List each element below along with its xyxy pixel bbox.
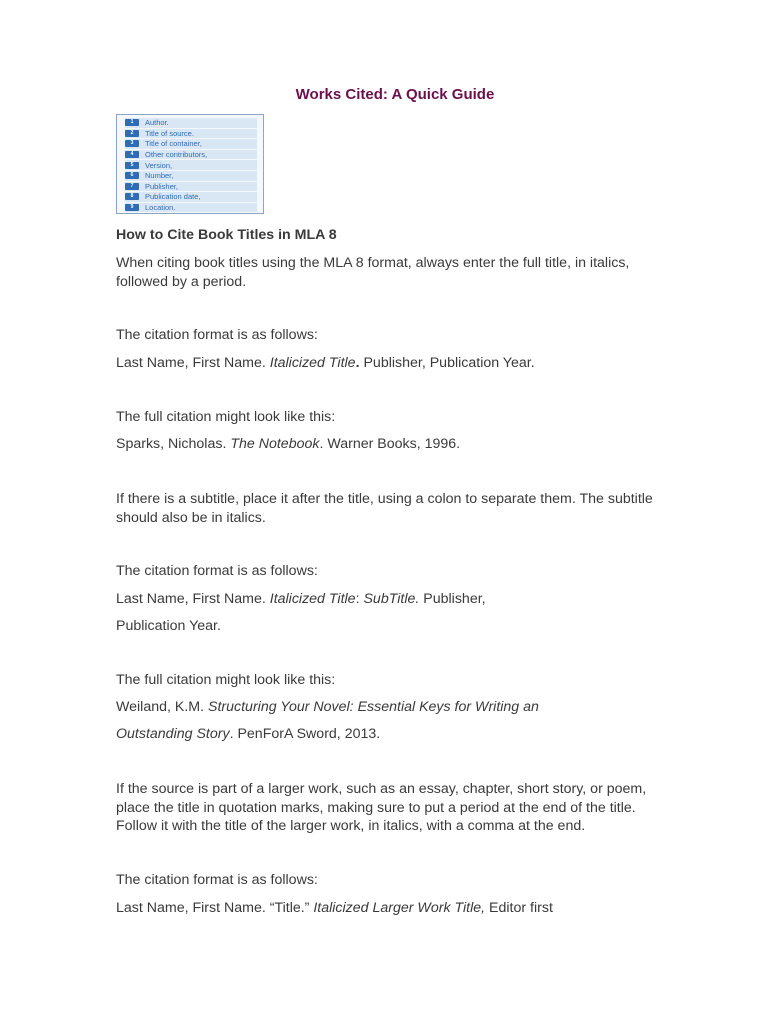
mla-element-label: Title of source. bbox=[145, 128, 194, 138]
mla-element-number: 9 bbox=[125, 204, 139, 211]
mla-element-label: Other contributors, bbox=[145, 150, 208, 160]
format-label-2: The citation format is as follows: bbox=[116, 563, 318, 579]
mla-element-row bbox=[125, 171, 257, 181]
mla-element-row bbox=[125, 139, 257, 149]
mla-element-row bbox=[125, 118, 257, 128]
example-label-2: The full citation might look like this: bbox=[116, 672, 336, 688]
mla-element-row bbox=[125, 203, 257, 213]
citation-example-1: Sparks, Nicholas. The Notebook. Warner Books, 1996. bbox=[116, 436, 461, 452]
citation-format-3: Last Name, First Name. “Title.” Italicized Larger Work Title, Editor first bbox=[116, 900, 553, 916]
mla-element-number: 6 bbox=[125, 172, 139, 179]
citation-example-2: Weiland, K.M. Structuring Your Novel: Essential Keys for Writing an bbox=[116, 699, 539, 715]
mla-element-label: Version, bbox=[145, 160, 173, 170]
mla-element-row bbox=[125, 150, 257, 160]
mla-element-number: 8 bbox=[125, 193, 139, 200]
mla-element-label: Number, bbox=[145, 171, 174, 181]
mla-element-number: 4 bbox=[125, 151, 139, 158]
mla-element-number: 2 bbox=[125, 130, 139, 137]
mla-element-row bbox=[125, 160, 257, 170]
larger-work-paragraph: If the source is part of a larger work, such as an essay, chapter, short story, or poem, place the title in quotation marks, making sure to put a period at the end of the title. Follow it with the title of the larger work, in italics, with a comma at the end. bbox=[116, 781, 647, 834]
citation-format-2: Last Name, First Name. Italicized Title: SubTitle. Publisher, bbox=[116, 591, 486, 607]
mla-element-number: 5 bbox=[125, 162, 139, 169]
mla-element-number: 7 bbox=[125, 183, 139, 190]
mla-element-label: Author. bbox=[145, 118, 169, 128]
intro-paragraph: When citing book titles using the MLA 8 format, always enter the full title, in italics, followed by a period. bbox=[116, 255, 630, 290]
citation-example-2-cont: Outstanding Story. PenForA Sword, 2013. bbox=[116, 726, 381, 742]
format-label-3: The citation format is as follows: bbox=[116, 872, 318, 888]
mla-element-label: Publication date, bbox=[145, 192, 201, 202]
mla-core-elements-figure bbox=[116, 114, 264, 214]
mla-element-row bbox=[125, 192, 257, 202]
section-heading: How to Cite Book Titles in MLA 8 bbox=[116, 227, 337, 243]
mla-element-label: Location. bbox=[145, 203, 176, 213]
citation-format-1: Last Name, First Name. Italicized Title. Publisher, Publication Year. bbox=[116, 355, 535, 371]
mla-element-label: Title of container, bbox=[145, 139, 202, 149]
mla-element-number: 1 bbox=[125, 119, 139, 126]
format-label-1: The citation format is as follows: bbox=[116, 327, 318, 343]
subtitle-paragraph: If there is a subtitle, place it after the title, using a colon to separate them. The subtitle should also be in italics. bbox=[116, 491, 653, 526]
citation-format-2-cont: Publication Year. bbox=[116, 618, 221, 634]
mla-element-row bbox=[125, 129, 257, 139]
mla-element-number: 3 bbox=[125, 140, 139, 147]
document-title: Works Cited: A Quick Guide bbox=[295, 86, 495, 103]
mla-element-label: Publisher, bbox=[145, 181, 178, 191]
example-label-1: The full citation might look like this: bbox=[116, 409, 336, 425]
mla-element-row bbox=[125, 182, 257, 192]
